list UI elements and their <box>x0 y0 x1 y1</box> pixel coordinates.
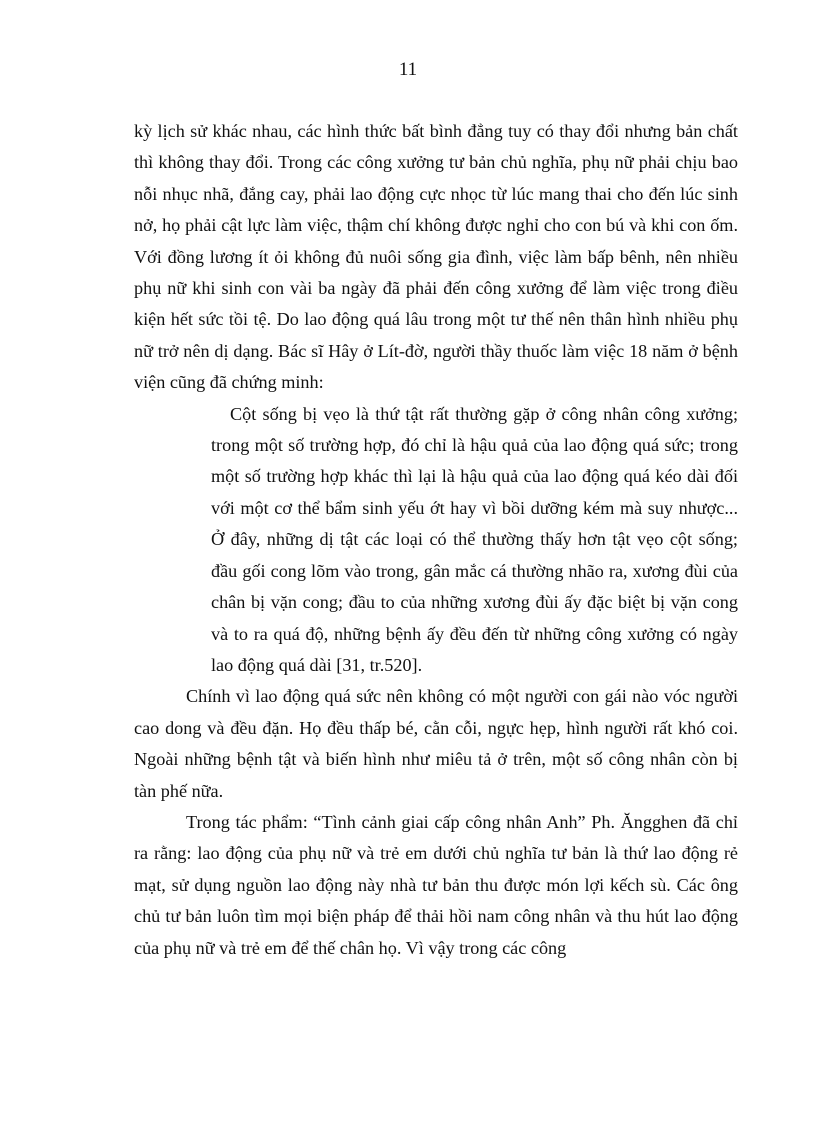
paragraph-engels: Trong tác phẩm: “Tình cảnh giai cấp công nhân Anh” Ph. Ăngghen đã chỉ ra rằng: lao động của phụ nữ và trẻ em dưới chủ nghĩa tư bản là thứ lao động rẻ mạt, sử dụng nguồn lao động này nhà tư bản thu được món lợi kếch sù. Các ông chủ tư bản luôn tìm mọi biện pháp để thải hồi nam công nhân và thu hút lao động của phụ nữ và trẻ em để thế chân họ. Vì vậy trong các công <box>134 811 738 958</box>
paragraph-consequences: Chính vì lao động quá sức nên không có một người con gái nào vóc người cao dong và đều đặn. Họ đều thấp bé, cằn cỗi, ngực hẹp, hình người rất khó coi. Ngoài những bệnh tật và biến hình như miêu tả ở trên, một số công nhân còn bị tàn phế nữa. <box>134 686 738 801</box>
page-number: 11 <box>398 59 418 80</box>
block-quote: Cột sống bị vẹo là thứ tật rất thường gặp ở công nhân công xưởng; trong một số trường hợp, đó chỉ là hậu quả của lao động quá sức; trong một số trường hợp khác thì lại là hậu quả của lao động quá kéo dài đối với một cơ thể bẩm sinh yếu ớt hay vì bồi dưỡng kém mà suy nhược... Ở đây, những dị tật các loại có thể thường thấy hơn tật vẹo cột sống; đầu gối cong lõm vào trong, gân mắc cá thường nhão ra, xương đùi của chân bị vặn cong; đầu to của những xương đùi ấy đặc biệt bị vặn cong và to ra quá độ, những bệnh ấy đều đến từ những công xưởng có ngày lao động quá dài [31, tr.520]. <box>211 403 738 675</box>
paragraph-continued: kỳ lịch sử khác nhau, các hình thức bất bình đẳng tuy có thay đổi nhưng bản chất thì không thay đổi. Trong các công xưởng tư bản chủ nghĩa, phụ nữ phải chịu bao nỗi nhục nhã, đắng cay, phải lao động cực nhọc từ lúc mang thai cho đến lúc sinh nở, họ phải cật lực làm việc, thậm chí không được nghỉ cho con bú và khi con ốm. Với đồng lương ít ỏi không đủ nuôi sống gia đình, việc làm bấp bênh, nên nhiều phụ nữ khi sinh con vài ba ngày đã phải đến công xưởng để làm việc trong điều kiện hết sức tồi tệ. Do lao động quá lâu trong một tư thế nên thân hình nhiều phụ nữ trở nên dị dạng. Bác sĩ Hây ở Lít-đờ, người thầy thuốc làm việc 18 năm ở bệnh viện cũng đã chứng minh: <box>134 121 738 393</box>
document-body <box>134 116 738 964</box>
